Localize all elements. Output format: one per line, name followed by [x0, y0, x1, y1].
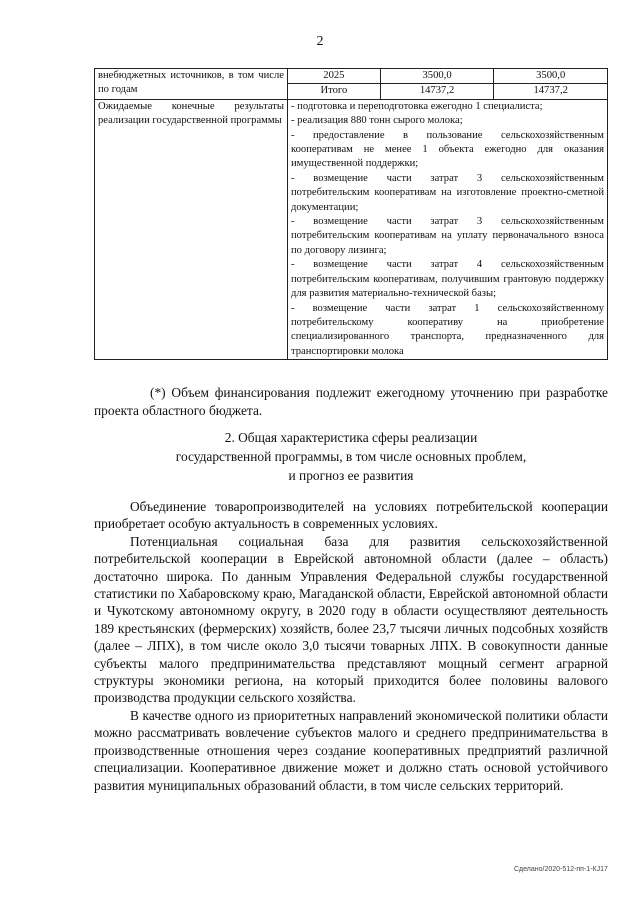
heading-line: 2. Общая характеристика сферы реализации — [224, 430, 478, 445]
result-item: - реализация 880 тонн сырого молока; — [291, 115, 463, 127]
extrabudget-amount-cell: 3500,0 — [494, 69, 608, 84]
result-item: - подготовка и переподготовка ежегодно 1 специалиста; — [291, 100, 543, 112]
total-label-cell: Итого — [288, 84, 381, 99]
heading-line: и прогноз ее развития — [288, 468, 414, 483]
result-item: - возмещение части затрат 3 сельскохозяйственным потребительским кооперативам на уплату первоначального взноса по договору лизинга; — [291, 216, 604, 256]
result-item: - возмещение части затрат 3 сельскохозяйственным потребительским кооперативам на изготовление проектно-сметной документации; — [291, 172, 604, 213]
paragraph: Потенциальная социальная база для развития сельскохозяйственной потребительской кооперации в Еврейской автономной области (далее – область) достаточно широка. По данным Управления Федеральной службы государственной статистики по Хабаровскому краю, Магаданской области, Еврейской автономной области и Чукотскому автономному округу, в 2020 году в области осуществляют деятельность 189 крестьянских (фермерских) хозяйств, более 23,7 тысячи личных подсобных хозяйств (далее – ЛПХ), в том числе около 3,0 тысячи товарных ЛПХ. В совокупности данные субъекты малого предпринимательства представляют мощный сегмент аграрной структуры экономики региона, на который приходится более половины валового производства продукции сельского хозяйства. — [94, 533, 608, 706]
total-amount-cell: 14737,2 — [380, 84, 494, 99]
section-heading — [94, 428, 608, 485]
expected-results-label: Ожидаемые конечные результаты реализации государственной программы — [95, 99, 288, 359]
result-item: - возмещение части затрат 1 сельскохозяйственному потребительскому кооперативу на приобретение специализированного транспорта, предназначенного для транспортировки молока — [291, 302, 604, 357]
table-row — [95, 69, 608, 84]
total-amount-cell: 3500,0 — [380, 69, 494, 84]
funding-sources-label: внебюджетных источников, в том числе по годам — [95, 69, 288, 100]
year-cell: 2025 — [288, 69, 381, 84]
footnote-text: (*) Объем финансирования подлежит ежегодному уточнению при разработке проекта областного бюджета. — [94, 385, 608, 418]
result-item: - предоставление в пользование сельскохозяйственным кооперативам не менее 1 объекта ежегодно для оказания имущественной поддержки; — [291, 129, 604, 170]
paragraph: В качестве одного из приоритетных направлений экономической политики области можно рассматривать вовлечение субъектов малого и среднего предпринимательства в производственные отношения через создание кооперативных предприятий различной специализации. Кооперативное движение может и должно стать основой устойчивого развития муниципальных образований области, в том числе сельских территорий. — [94, 707, 608, 793]
paragraph: Объединение товаропроизводителей на условиях потребительской кооперации приобретает особую актуальность в современных условиях. — [94, 499, 608, 532]
document-stamp: Сделано/2020-512-пп-1-КЈ17 — [514, 866, 608, 873]
table-row — [95, 99, 608, 359]
program-passport-table — [94, 68, 608, 360]
heading-line: государственной программы, в том числе основных проблем, — [175, 449, 527, 464]
page-number: 2 — [316, 34, 324, 49]
extrabudget-amount-cell: 14737,2 — [494, 84, 608, 99]
expected-results-cell — [288, 99, 608, 359]
financing-footnote — [94, 384, 608, 419]
section-body — [94, 498, 608, 794]
result-item: - возмещение части затрат 4 сельскохозяйственным потребительским кооперативам, получившим грантовую поддержку для развития материально-технической базы; — [291, 259, 604, 300]
